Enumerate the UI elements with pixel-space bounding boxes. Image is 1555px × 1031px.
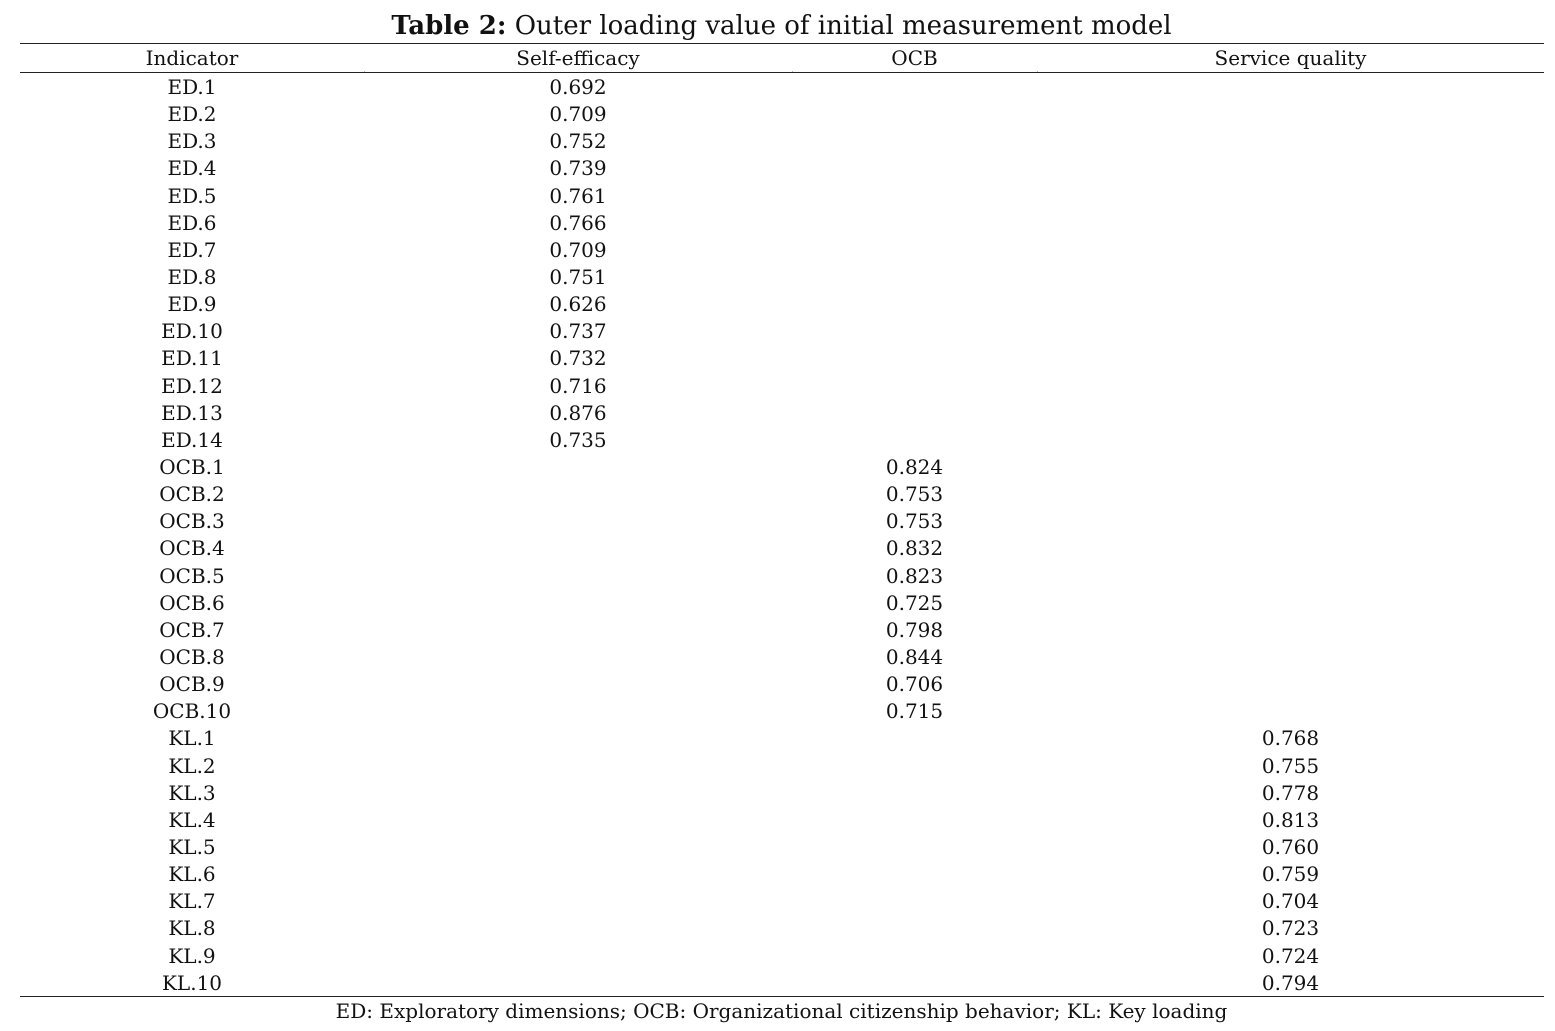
indicator-cell: OCB.6 — [159, 590, 225, 615]
table-row — [20, 943, 1544, 970]
self-efficacy-cell: 0.751 — [549, 264, 607, 289]
table-row — [20, 74, 1544, 101]
self-efficacy-cell: 0.737 — [549, 319, 607, 344]
ocb-cell: 0.725 — [885, 590, 944, 615]
indicator-cell: ED.7 — [167, 237, 217, 262]
table-caption — [0, 8, 1555, 44]
ocb-cell: 0.706 — [885, 672, 944, 697]
table-row — [20, 291, 1544, 318]
indicator-cell: ED.3 — [167, 129, 217, 154]
self-efficacy-cell: 0.709 — [549, 102, 607, 127]
self-efficacy-cell: 0.739 — [549, 156, 607, 181]
table-row — [20, 725, 1544, 752]
indicator-cell: KL.4 — [168, 807, 216, 832]
ocb-cell: 0.753 — [885, 482, 944, 507]
table-row — [20, 807, 1544, 834]
table-row — [20, 644, 1544, 671]
table-row — [20, 481, 1544, 508]
service-quality-cell: 0.768 — [1261, 726, 1320, 751]
indicator-cell: ED.6 — [167, 210, 217, 235]
table-header-row — [20, 43, 1544, 72]
self-efficacy-cell: 0.692 — [549, 75, 607, 99]
self-efficacy-cell: 0.752 — [549, 129, 607, 154]
indicator-cell: ED.11 — [161, 346, 223, 371]
table-row — [20, 780, 1544, 807]
indicator-cell: OCB.10 — [152, 699, 232, 724]
table-row — [20, 318, 1544, 345]
indicator-cell: KL.9 — [168, 943, 216, 968]
ocb-cell: 0.753 — [885, 509, 944, 534]
table-row — [20, 861, 1544, 888]
indicator-cell: ED.8 — [167, 264, 217, 289]
service-quality-cell: 0.755 — [1261, 753, 1320, 778]
table-row — [20, 400, 1544, 427]
table-row — [20, 753, 1544, 780]
self-efficacy-cell: 0.732 — [549, 346, 607, 371]
table-caption-label: Table 2: — [391, 11, 507, 41]
indicator-cell: ED.4 — [167, 156, 217, 181]
table-row — [20, 888, 1544, 915]
self-efficacy-cell: 0.709 — [549, 237, 607, 262]
indicator-cell: OCB.1 — [159, 454, 225, 479]
table-row — [20, 535, 1544, 562]
table-row — [20, 508, 1544, 535]
table-row — [20, 671, 1544, 698]
table-row — [20, 264, 1544, 291]
table-row — [20, 617, 1544, 644]
table-row — [20, 155, 1544, 182]
table-row — [20, 590, 1544, 617]
service-quality-cell: 0.759 — [1261, 862, 1320, 887]
service-quality-cell: 0.794 — [1261, 970, 1320, 995]
table-row — [20, 183, 1544, 210]
service-quality-cell: 0.813 — [1261, 807, 1320, 832]
table-body — [20, 74, 1544, 997]
table-row — [20, 915, 1544, 942]
self-efficacy-cell: 0.735 — [549, 427, 607, 452]
indicator-cell: KL.3 — [168, 780, 216, 805]
header-service-quality: Service quality — [1214, 46, 1367, 70]
ocb-cell: 0.832 — [885, 536, 944, 561]
indicator-cell: KL.8 — [168, 916, 216, 941]
indicator-cell: KL.6 — [168, 862, 216, 887]
table-footnote: ED: Exploratory dimensions; OCB: Organizational citizenship behavior; KL: Key loading — [335, 999, 1228, 1023]
indicator-cell: OCB.5 — [159, 563, 225, 588]
table-row — [20, 454, 1544, 481]
table-row — [20, 834, 1544, 861]
indicator-cell: KL.2 — [168, 753, 216, 778]
table-row — [20, 698, 1544, 725]
header-indicator: Indicator — [145, 46, 239, 70]
indicator-cell: OCB.2 — [159, 482, 225, 507]
table-header-rule — [20, 72, 1544, 73]
service-quality-cell: 0.704 — [1261, 889, 1320, 914]
table-row — [20, 563, 1544, 590]
service-quality-cell: 0.724 — [1261, 943, 1320, 968]
header-ocb: OCB — [891, 46, 938, 70]
indicator-cell: OCB.8 — [159, 644, 225, 669]
ocb-cell: 0.824 — [885, 454, 944, 479]
indicator-cell: ED.9 — [167, 292, 217, 317]
indicator-cell: ED.1 — [167, 75, 217, 99]
table-row — [20, 427, 1544, 454]
indicator-cell: ED.14 — [161, 427, 223, 452]
self-efficacy-cell: 0.716 — [549, 373, 607, 398]
indicator-cell: KL.1 — [168, 726, 216, 751]
indicator-cell: OCB.7 — [159, 617, 225, 642]
ocb-cell: 0.798 — [885, 617, 944, 642]
ocb-cell: 0.823 — [885, 563, 944, 588]
indicator-cell: KL.5 — [168, 834, 216, 859]
indicator-cell: KL.7 — [168, 889, 216, 914]
table-caption-text: Outer loading value of initial measurement model — [514, 11, 1172, 41]
service-quality-cell: 0.760 — [1261, 834, 1320, 859]
service-quality-cell: 0.778 — [1261, 780, 1320, 805]
table-row — [20, 373, 1544, 400]
ocb-cell: 0.844 — [885, 644, 944, 669]
indicator-cell: OCB.4 — [159, 536, 225, 561]
table-row — [20, 128, 1544, 155]
service-quality-cell: 0.723 — [1261, 916, 1320, 941]
self-efficacy-cell: 0.626 — [549, 292, 607, 317]
table-row — [20, 345, 1544, 372]
indicator-cell: ED.10 — [161, 319, 223, 344]
table-row — [20, 970, 1544, 997]
indicator-cell: ED.2 — [167, 102, 217, 127]
header-self-efficacy: Self-efficacy — [516, 46, 640, 70]
indicator-cell: OCB.3 — [159, 509, 225, 534]
indicator-cell: ED.13 — [161, 400, 223, 425]
table-row — [20, 101, 1544, 128]
ocb-cell: 0.715 — [885, 699, 944, 724]
indicator-cell: ED.5 — [167, 183, 217, 208]
self-efficacy-cell: 0.876 — [549, 400, 607, 425]
indicator-cell: OCB.9 — [159, 672, 225, 697]
self-efficacy-cell: 0.761 — [549, 183, 607, 208]
table-row — [20, 237, 1544, 264]
indicator-cell: KL.10 — [161, 970, 223, 995]
indicator-cell: ED.12 — [161, 373, 223, 398]
self-efficacy-cell: 0.766 — [549, 210, 607, 235]
table-row — [20, 210, 1544, 237]
